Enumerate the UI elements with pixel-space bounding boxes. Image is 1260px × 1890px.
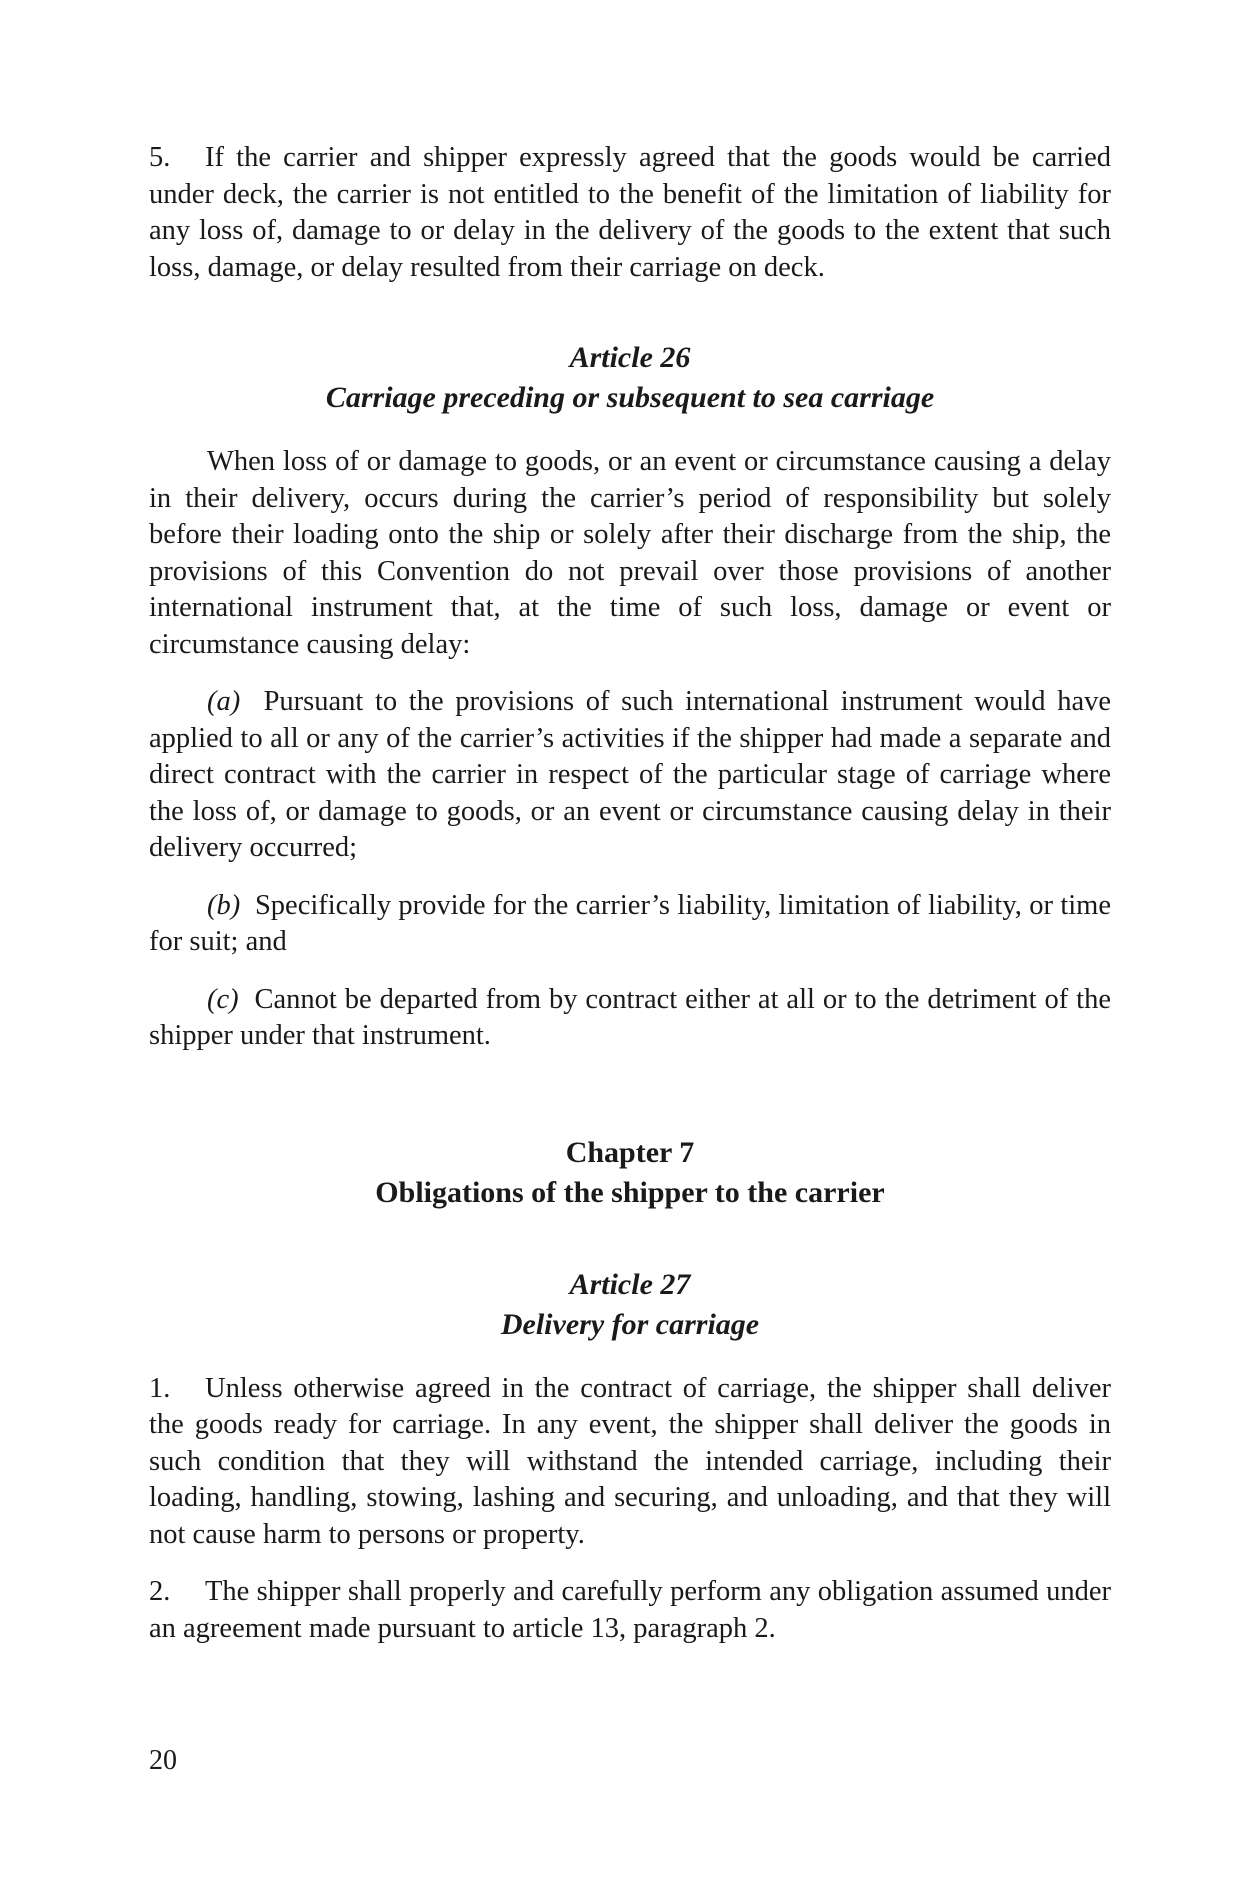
paragraph-text: If the carrier and shipper expressly agreed that the goods would be carried under deck, the carrier is not entitled to the benefit of the limitation of liability for any loss of, damage to or delay in the delivery of the goods to the extent that such loss, damage, or delay resulted from their carriage on deck. (149, 142, 1111, 283)
item-text: Pursuant to the provisions of such international instrument would have applied to all or any of the carrier’s activities if the shipper had made a separate and direct contract with the carrier in respect of the particular stage of carriage where the loss of, or damage to goods, or an event or circumstance causing delay in their delivery occurred; (149, 686, 1111, 863)
chapter-number: Chapter 7 (565, 1135, 695, 1169)
list-item-c (149, 982, 1111, 1055)
paragraph-text: The shipper shall properly and carefully perform any obligation assumed under an agreement made pursuant to article 13, paragraph 2. (149, 1576, 1111, 1644)
chapter-title: Obligations of the shipper to the carrier (375, 1175, 885, 1209)
page-body (149, 140, 1111, 1647)
article-27-paragraph-2 (149, 1574, 1111, 1647)
article-26-heading (149, 338, 1111, 418)
paragraph-number: 2. (149, 1576, 171, 1607)
article-title: Carriage preceding or subsequent to sea carriage (325, 381, 935, 414)
paragraph-5 (149, 140, 1111, 286)
article-number: Article 26 (569, 341, 691, 374)
item-text: Specifically provide for the carrier’s liability, limitation of liability, or time for suit; and (149, 889, 1111, 957)
paragraph-number: 5. (149, 142, 171, 173)
page-number: 20 (149, 1745, 177, 1776)
article-title: Delivery for carriage (500, 1307, 760, 1341)
list-item-b (149, 888, 1111, 961)
article-27-heading (149, 1265, 1111, 1345)
list-item-a (149, 684, 1111, 867)
chapter-7-heading (149, 1133, 1111, 1213)
paragraph-number: 1. (149, 1372, 171, 1404)
item-label: (c) (207, 983, 239, 1015)
item-label: (a) (207, 686, 241, 717)
paragraph-text: Unless otherwise agreed in the contract of carriage, the shipper shall deliver the goods ready for carriage. In any event, the shipper shall deliver the goods in such condition that they will withstand the intended carriage, including their loading, handling, stowing, lashing and securing, and unloading, and that they will not cause harm to persons or property. (149, 1372, 1111, 1550)
article-26-intro: When loss of or damage to goods, or an event or circumstance causing a delay in their delivery, occurs during the carrier’s period of responsibility but solely before their loading onto the ship or solely after their discharge from the ship, the provisions of this Convention do not prevail over those provisions of another international instrument that, at the time of such loss, damage or event or circumstance causing delay: (149, 446, 1111, 660)
article-number: Article 27 (569, 1267, 691, 1301)
article-27-paragraph-1 (149, 1371, 1111, 1554)
item-label: (b) (207, 889, 241, 921)
item-text: Cannot be departed from by contract either at all or to the detriment of the shipper under that instrument. (149, 983, 1111, 1051)
